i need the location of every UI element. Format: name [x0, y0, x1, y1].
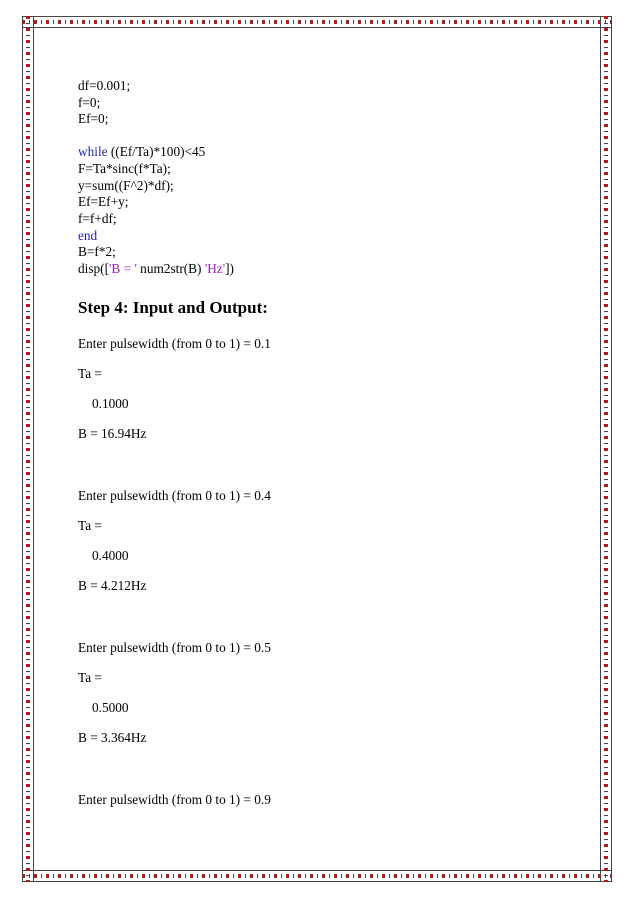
output-run-2 [78, 488, 558, 594]
run-prompt: Enter pulsewidth (from 0 to 1) = 0.1 [78, 335, 271, 351]
string-literal: 'B = ' [109, 261, 137, 277]
run-prompt: Enter pulsewidth (from 0 to 1) = 0.4 [78, 487, 271, 503]
border-bottom [22, 870, 612, 882]
run-ta-label: Ta = [78, 365, 102, 381]
keyword-while: while [78, 144, 108, 160]
run-prompt: Enter pulsewidth (from 0 to 1) = 0.5 [78, 639, 271, 655]
keyword-end: end [78, 227, 98, 243]
section-heading: Step 4: Input and Output: [78, 297, 268, 317]
code-line: F=Ta*sinc(f*Ta); [78, 160, 171, 176]
code-line: df=0.001; [78, 78, 131, 93]
matlab-code-block [78, 78, 558, 278]
output-run-3 [78, 640, 558, 746]
disp-open: disp([ [78, 261, 110, 277]
document-content [78, 78, 558, 808]
run-ta-value: 0.1000 [92, 395, 129, 411]
border-left [22, 16, 34, 882]
code-line-while [78, 144, 558, 161]
border-top [22, 16, 612, 28]
code-line: Ef=0; [78, 111, 109, 127]
code-line-disp [78, 261, 558, 278]
output-run-4 [78, 792, 558, 808]
run-ta-value: 0.5000 [92, 699, 129, 715]
code-line: f=f+df; [78, 210, 117, 226]
run-ta-label: Ta = [78, 669, 102, 685]
string-literal: 'Hz' [204, 261, 226, 277]
run-prompt: Enter pulsewidth (from 0 to 1) = 0.9 [78, 791, 271, 807]
code-line: Ef=Ef+y; [78, 194, 129, 210]
run-result: B = 4.212Hz [78, 577, 147, 593]
border-right [600, 16, 612, 882]
run-ta-value: 0.4000 [92, 547, 129, 563]
while-condition: ((Ef/Ta)*100)<45 [107, 144, 206, 160]
run-ta-label: Ta = [78, 517, 102, 533]
code-line: f=0; [78, 94, 101, 110]
disp-middle: num2str(B) [136, 261, 205, 277]
code-spacer [78, 128, 558, 144]
disp-close: ]) [225, 261, 234, 277]
run-result: B = 16.94Hz [78, 425, 147, 441]
run-result: B = 3.364Hz [78, 729, 147, 745]
code-line: y=sum((F^2)*df); [78, 177, 174, 193]
code-line: B=f*2; [78, 244, 116, 260]
output-run-1 [78, 336, 558, 442]
